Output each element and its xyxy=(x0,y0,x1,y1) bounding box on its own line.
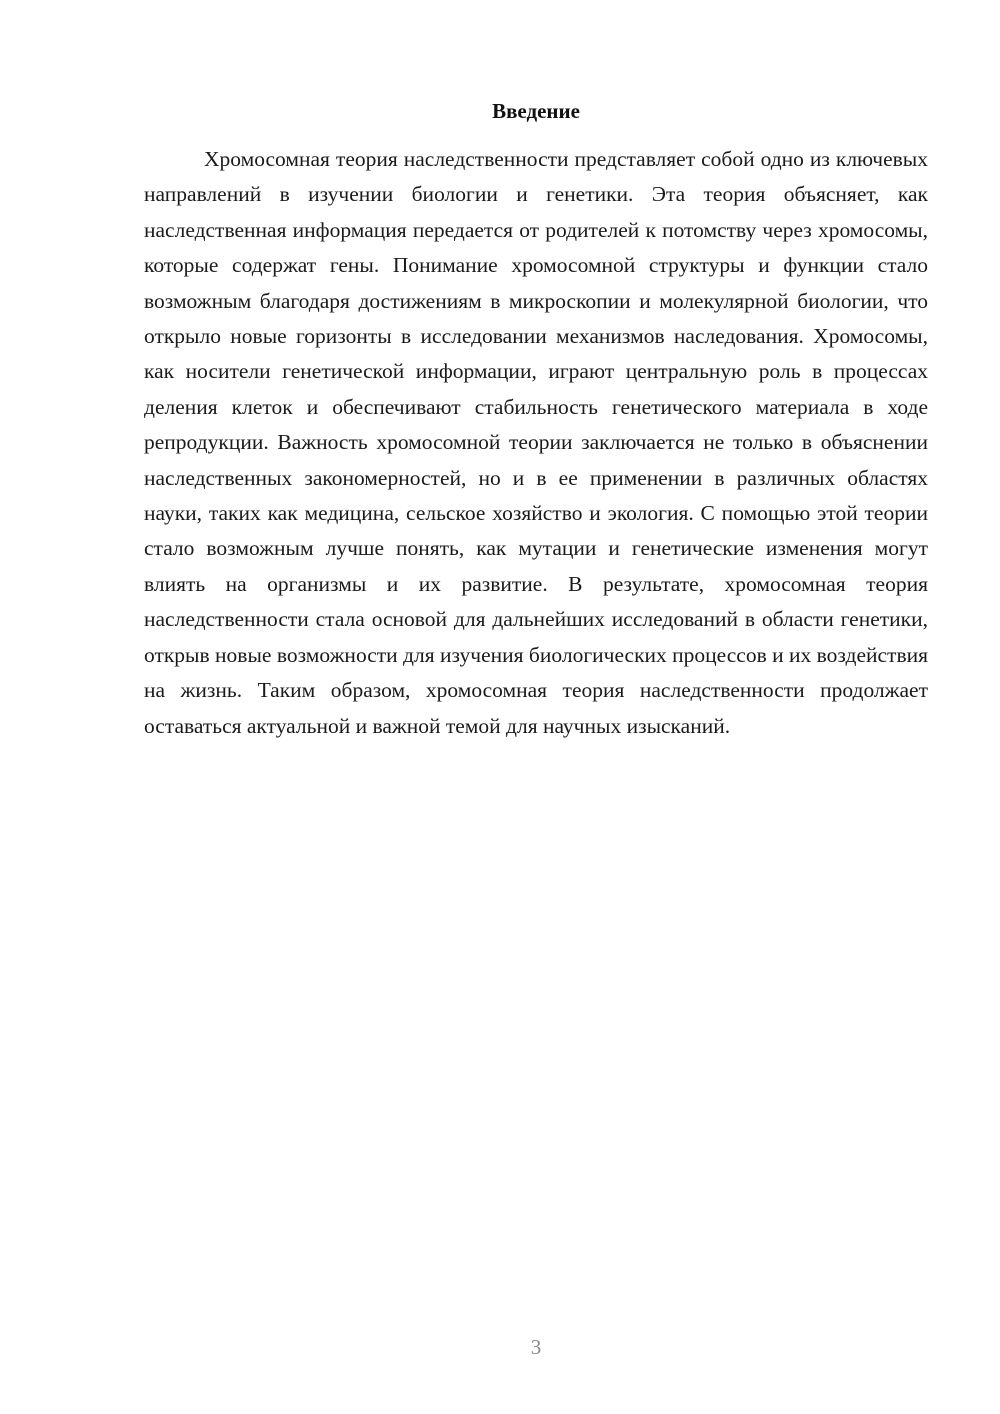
section-heading: Введение xyxy=(492,99,580,123)
body-paragraph: Хромосомная теория наследственности представляет собой одно из ключевых направлений в изучении биологии и генетики. Эта теория объясняет, как наследственная информация передается от родителей к потомству через хромосомы, которые содержат гены. Понимание хромосомной структуры и функции стало возможным благодаря достижениям в микроскопии и молекулярной биологии, что открыло новые горизонты в исследовании механизмов наследования. Хромосомы, как носители генетической информации, играют центральную роль в процессах деления клеток и обеспечивают стабильность генетического материала в ходе репродукции. Важность хромосомной теории заключается не только в объяснении наследственных закономерностей, но и в ее применении в различных областях науки, таких как медицина, сельское хозяйство и экология. С помощью этой теории стало возможным лучше понять, как мутации и генетические изменения могут влиять на организмы и их развитие. В результате, хромосомная теория наследственности стала основой для дальнейших исследований в области генетики, открыв новые возможности для изучения биологических процессов и их воздействия на жизнь. Таким образом, хромосомная теория наследственности продолжает оставаться актуальной и важной темой для научных изысканий. xyxy=(144,147,928,738)
page-number: 3 xyxy=(530,1335,542,1359)
